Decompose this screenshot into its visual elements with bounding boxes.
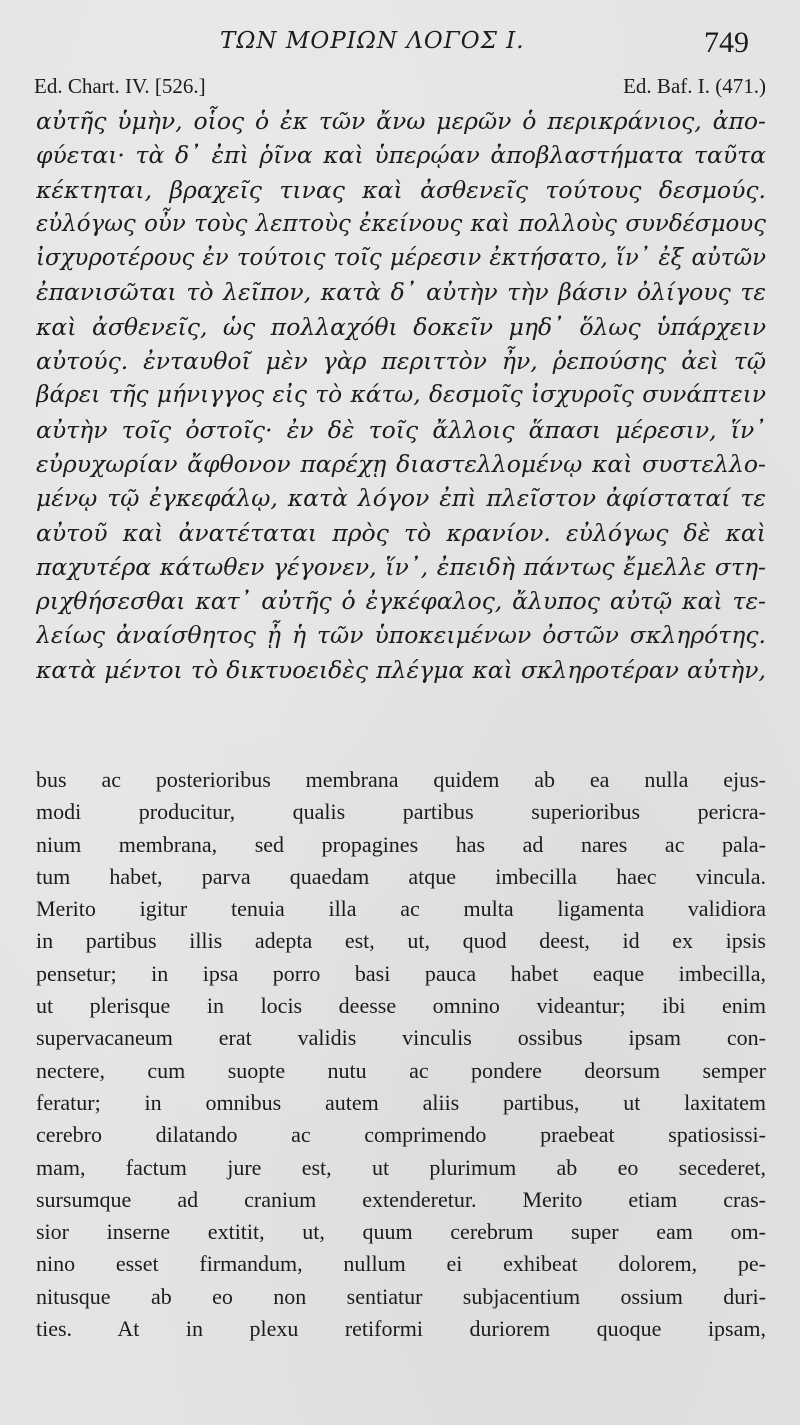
latin-line: Merito igitur tenuia illa ac multa ligamenta validiora xyxy=(36,896,766,922)
greek-line: κέκτηται, βραχεῖς τινας καὶ ἀσθενεῖς τούτους δεσμούς. xyxy=(36,175,766,204)
greek-line: μένῳ τῷ ἐγκεφάλῳ, κατὰ λόγον ἐπὶ πλεῖστον ἀφίσταταί τε xyxy=(36,484,766,513)
greek-line: αὐτοῦ καὶ ἀνατέταται πρὸς τὸ κρανίον. εὐλόγως δὲ καὶ xyxy=(36,518,766,547)
edition-right: Ed. Baf. I. (471.) xyxy=(623,74,766,98)
greek-line: λείως ἀναίσθητος ᾖ ἡ τῶν ὑποκειμένων ὀστῶν σκληρότης. xyxy=(36,621,766,650)
greek-line: εὐλόγως οὖν τοὺς λεπτοὺς ἐκείνους καὶ πολλοὺς συνδέσμους xyxy=(36,210,766,237)
latin-line: nium membrana, sed propagines has ad nares ac pala- xyxy=(36,831,766,857)
greek-line: ἐπανισῶται τὸ λεῖπον, κατὰ δ᾽ αὐτὴν τὴν βάσιν ὀλίγους τε xyxy=(36,278,766,307)
latin-line: feratur; in omnibus autem aliis partibus, ut laxitatem xyxy=(36,1089,766,1115)
latin-line: tum habet, parva quaedam atque imbecilla haec vincula. xyxy=(36,863,766,889)
latin-line: sior inserne extitit, ut, quum cerebrum super eam om- xyxy=(36,1219,766,1245)
latin-line: ut plerisque in locis deesse omnino videantur; ibi enim xyxy=(36,993,766,1019)
greek-line: κατὰ μέντοι τὸ δικτυοειδὲς πλέγμα καὶ σκληροτέραν αὐτὴν, xyxy=(36,655,766,684)
latin-line: modi producitur, qualis partibus superioribus pericra- xyxy=(36,799,766,825)
latin-line: bus ac posterioribus membrana quidem ab ea nulla ejus- xyxy=(36,767,766,792)
greek-line: καὶ ἀσθενεῖς, ὡς πολλαχόθι δοκεῖν μηδ᾽ ὅλως ὑπάρχειν xyxy=(36,312,766,341)
latin-line: sursumque ad cranium extenderetur. Merito etiam cras- xyxy=(36,1186,766,1212)
latin-line: cerebro dilatando ac comprimendo praebeat spatiosissi- xyxy=(36,1122,766,1148)
greek-line: ριχθήσεσθαι κατ᾽ αὐτῆς ὁ ἐγκέφαλος, ἄλυπος αὐτῷ καὶ τε- xyxy=(36,587,766,616)
greek-line: βάρει τῆς μήνιγγος εἰς τὸ κάτω, δεσμοῖς ἰσχυροῖς συνάπτειν xyxy=(36,381,766,409)
greek-line: φύεται· τὰ δ᾽ ἐπὶ ῥῖνα καὶ ὑπερῴαν ἀποβλαστήματα ταῦτα xyxy=(36,141,766,170)
latin-text-block xyxy=(36,764,766,1345)
greek-text-block xyxy=(36,104,766,687)
page-number: 749 xyxy=(704,26,749,59)
greek-line: παχυτέρα κάτωθεν γέγονεν, ἵν᾽, ἐπειδὴ πάντως ἔμελλε στη- xyxy=(36,552,766,581)
latin-line: nino esset firmandum, nullum ei exhibeat dolorem, pe- xyxy=(36,1251,766,1277)
greek-line: αὐτὴν τοῖς ὀστοῖς· ἐν δὲ τοῖς ἄλλοις ἅπασι μέρεσιν, ἵν᾽ xyxy=(36,415,766,444)
latin-line: nectere, cum suopte nutu ac pondere deorsum semper xyxy=(36,1057,766,1083)
latin-line: supervacaneum erat validis vinculis ossibus ipsam con- xyxy=(36,1025,766,1051)
latin-line: mam, factum jure est, ut plurimum ab eo secederet, xyxy=(36,1154,766,1180)
running-title: ΤΩΝ ΜΟΡΙΩΝ ΛΟΓΟΣ Ι. xyxy=(220,28,525,54)
edition-references xyxy=(34,74,766,102)
latin-line: in partibus illis adepta est, ut, quod deest, id ex ipsis xyxy=(36,928,766,954)
latin-line: ties. At in plexu retiformi duriorem quoque ipsam, xyxy=(36,1316,766,1342)
latin-line: nitusque ab eo non sentiatur subjacentium ossium duri- xyxy=(36,1283,766,1309)
edition-left: Ed. Chart. IV. [526.] xyxy=(34,74,206,98)
greek-line: αὐτῆς ὑμὴν, οἷος ὁ ἐκ τῶν ἄνω μερῶν ὁ περικράνιος, ἀπο- xyxy=(36,107,766,135)
greek-line: εὐρυχωρίαν ἄφθονον παρέχῃ διαστελλομένῳ καὶ συστελλο- xyxy=(36,449,766,478)
greek-line: αὐτούς. ἐνταυθοῖ μὲν γὰρ περιττὸν ἦν, ῥεπούσης ἀεὶ τῷ xyxy=(36,347,766,376)
greek-line: ἰσχυροτέρους ἐν τούτοις τοῖς μέρεσιν ἐκτήσατο, ἵν᾽ ἐξ αὐτῶν xyxy=(36,245,766,272)
latin-line: pensetur; in ipsa porro basi pauca habet eaque imbecilla, xyxy=(36,960,766,986)
running-head xyxy=(0,28,800,62)
